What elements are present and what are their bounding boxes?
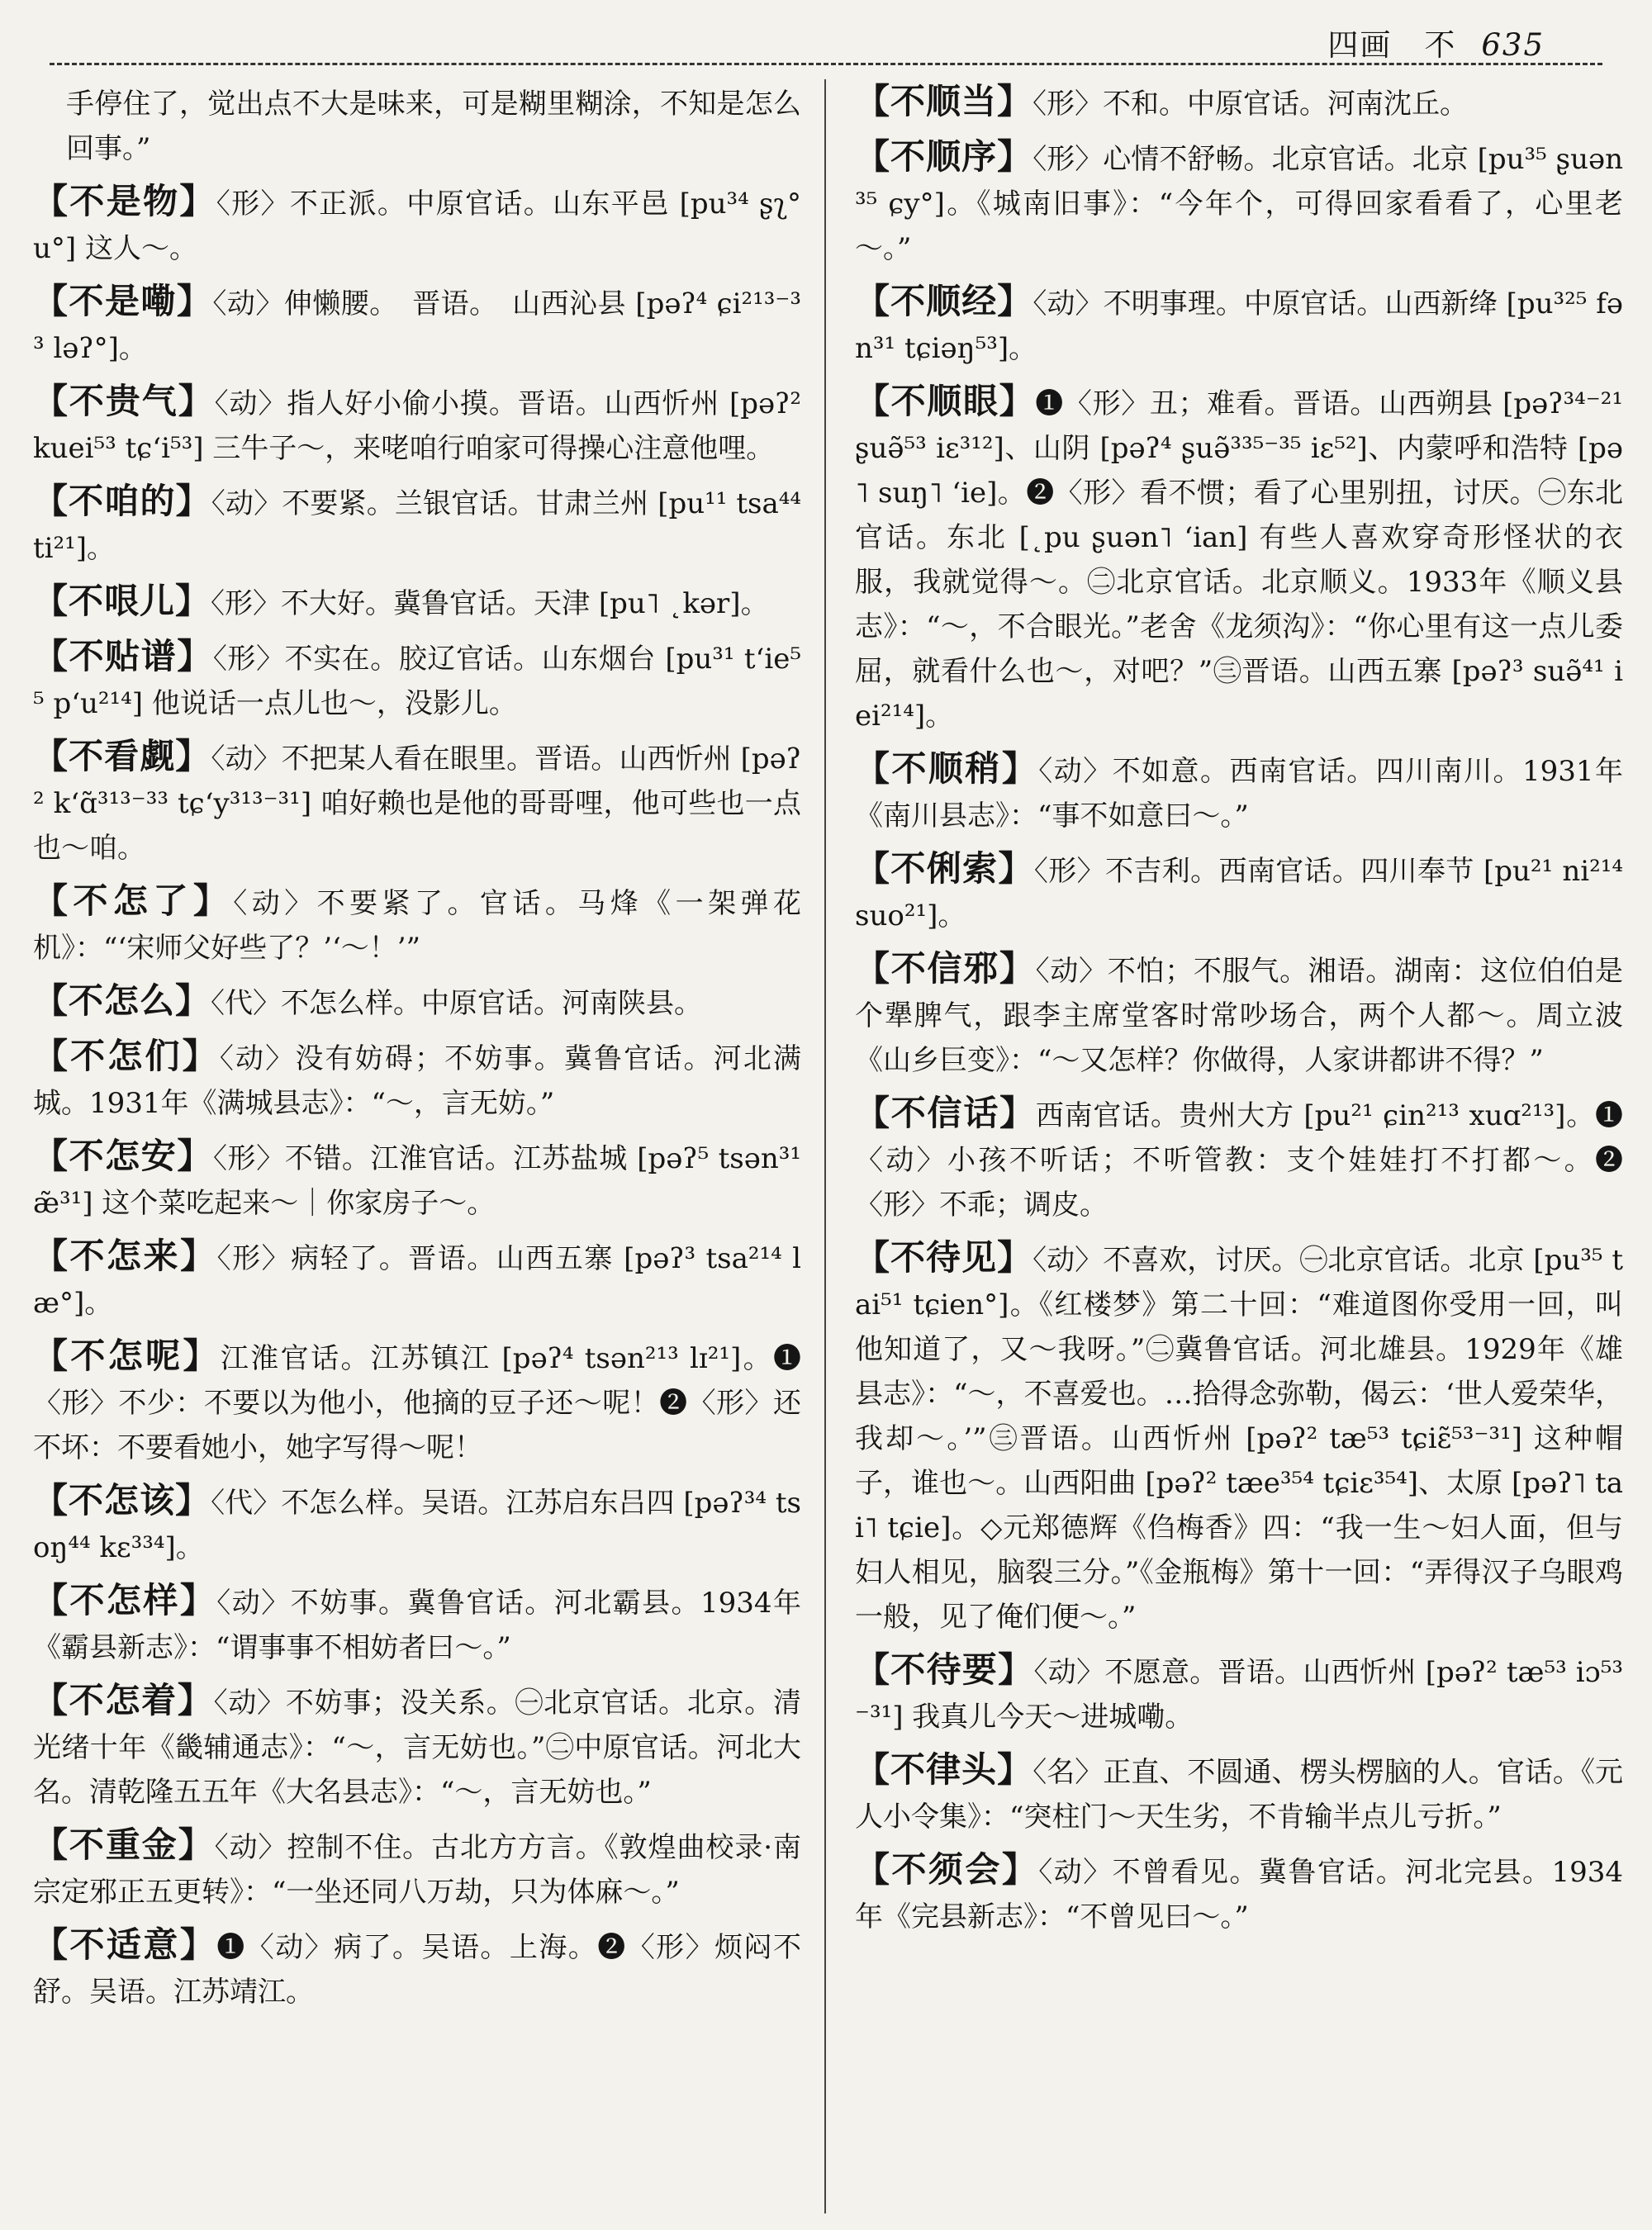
entry-definition: 〈形〉病轻了。晋语。山西五寨 [pəʔ³ tsa²¹⁴ læ°]。 [33, 1242, 801, 1320]
entry-headword: 【不贵气】 [33, 381, 215, 421]
entry-definition: ❶〈形〉丑；难看。晋语。山西朔县 [pəʔ³⁴⁻²¹ ʂuə̃⁵³ iɛ³¹²]、山阴 [pəʔ⁴ ʂuə̃³³⁵⁻³⁵ iɛ⁵²]、内蒙呼和浩特 [pə˥ suŋ˥ ʻie]。❷〈形〉看不惯；看了心里别扭，讨厌。㊀东北官话。东北 [˛pu ʂuən˥ ʻian] 有些人喜欢穿奇形怪状的衣服，我就觉得～。㊁北京官话。北京顺义。1933年《顺义县志》：“～，不合眼光。”老舍《龙须沟》：“你心里有这一点儿委屈，就看什么也～，对吧？”㊂晋语。山西五寨 [pəʔ³ suə̃⁴¹ iei²¹⁴]。 [855, 387, 1623, 733]
dictionary-entry [33, 1334, 801, 1470]
entry-definition: 〈形〉不错。江淮官话。江苏盐城 [pəʔ⁵ tsən³¹ æ̃³¹] 这个菜吃起来～｜你家房子～。 [33, 1142, 801, 1220]
dictionary-entry [33, 1034, 801, 1126]
entry-headword: 【不顺稍】 [855, 748, 1039, 789]
entry-definition: 〈形〉心情不舒畅。北京官话。北京 [pu³⁵ ʂuən³⁵ ɕy°]。《城南旧事》：“今年个，可得回家看看了，心里老～。” [855, 143, 1623, 265]
entry-definition: 〈形〉不大好。冀鲁官话。天津 [pu˥ ˛kər]。 [211, 587, 769, 620]
entry-definition: 〈动〉指人好小偷小摸。晋语。山西忻州 [pəʔ² kuei⁵³ tɕʻi⁵³] 三牛子～，来咾咱行咱家可得操心注意他哩。 [33, 387, 801, 465]
entry-headword: 【不怎们】 [33, 1036, 220, 1076]
dictionary-entry [33, 279, 801, 371]
left-column [33, 79, 801, 2213]
dictionary-entry [855, 847, 1623, 938]
entry-headword: 【不怎来】 [33, 1236, 217, 1276]
entry-headword: 【不待要】 [855, 1649, 1034, 1690]
dictionary-entry [855, 1848, 1623, 1939]
entry-definition: 〈代〉不怎么样。吴语。江苏启东吕四 [pəʔ³⁴ tsoŋ⁴⁴ kɛ³³⁴]。 [33, 1487, 801, 1564]
entry-definition: 〈动〉不把某人看在眼里。晋语。山西忻州 [pəʔ² kʻɑ̃³¹³⁻³³ tɕʻy³¹³⁻³¹] 咱好赖也是他的哥哥哩，他可些也一点也～咱。 [33, 743, 801, 865]
entry-headword: 【不是物】 [33, 181, 216, 221]
dictionary-entry [855, 1648, 1623, 1739]
entry-definition: 〈动〉不明事理。中原官话。山西新绛 [pu³²⁵ fən³¹ tɕiəŋ⁵³]。 [855, 287, 1623, 365]
dictionary-entry [33, 1678, 801, 1815]
entry-definition: 〈动〉不曾看见。冀鲁官话。河北完县。1934年《完县新志》：“不曾见曰～。” [855, 1856, 1623, 1933]
entry-definition: 〈动〉不要紧。兰银官话。甘肃兰州 [pu¹¹ tsa⁴⁴ ti²¹]。 [33, 487, 801, 565]
entry-headword: 【不律头】 [855, 1749, 1033, 1790]
entry-definition: 西南官话。贵州大方 [pu²¹ ɕin²¹³ xuɑ²¹³]。❶〈动〉小孩不听话；不听管教：支个娃娃打不打都～。❷〈形〉不乖；调皮。 [855, 1099, 1623, 1222]
entry-headword: 【不贴谱】 [33, 636, 213, 676]
entry-headword: 【不顺眼】 [855, 381, 1036, 421]
dictionary-entry [33, 479, 801, 571]
entry-headword: 【不顺序】 [855, 136, 1033, 177]
entry-definition: 〈代〉不怎么样。中原官话。河南陕县。 [211, 987, 703, 1020]
entry-definition: 〈动〉没有妨碍；不妨事。冀鲁官话。河北满城。1931年《满城县志》：“～，言无妨。” [33, 1042, 801, 1120]
header-rule [50, 63, 1602, 65]
section-title: 四画 不 [1327, 27, 1457, 63]
dictionary-entry [33, 1923, 801, 2014]
dictionary-entry [855, 279, 1623, 371]
page-header [50, 17, 1602, 66]
entry-definition: 〈形〉不实在。胶辽官话。山东烟台 [pu³¹ tʻie⁵⁵ pʻu²¹⁴] 他说话一点儿也～，没影儿。 [33, 643, 801, 720]
entry-headword: 【不是嘞】 [33, 281, 213, 321]
entry-headword: 【不信邪】 [855, 948, 1036, 989]
entry-definition: 〈名〉正直、不圆通、楞头楞脑的人。官话。《元人小令集》：“突柱门～天生劣，不肯输半点儿亏折。” [855, 1756, 1623, 1834]
entry-headword: 【不怎该】 [33, 1480, 211, 1521]
entry-definition: 〈动〉不怕；不服气。湘语。湖南：这位伯伯是个犟脾气，跟李主席堂客时常吵场合，两个人都～。周立波《山乡巨变》：“～又怎样？你做得，人家讲都讲不得？” [855, 955, 1623, 1077]
dictionary-entry [33, 734, 801, 871]
page-number: 635 [1481, 27, 1545, 63]
dictionary-entry [855, 1236, 1623, 1639]
entry-headword: 【不待见】 [855, 1237, 1033, 1278]
dictionary-entry [33, 1478, 801, 1570]
entry-headword: 【不俐索】 [855, 848, 1034, 889]
entry-definition: 〈形〉不和。中原官话。河南沈丘。 [1032, 88, 1469, 121]
entry-definition: ❶〈动〉病了。吴语。上海。❷〈形〉烦闷不舒。吴语。江苏靖江。 [33, 1931, 801, 2009]
dictionary-entry [855, 1091, 1623, 1227]
dictionary-entry [855, 379, 1623, 738]
entry-headword: 【不看觑】 [33, 736, 211, 776]
dictionary-entry [33, 634, 801, 726]
dictionary-entry [33, 579, 801, 626]
dictionary-entry [33, 1134, 801, 1226]
entry-headword: 【不哏儿】 [33, 581, 211, 621]
entry-definition: 〈动〉不喜欢，讨厌。㊀北京官话。北京 [pu³⁵ tai⁵¹ tɕien°]。《红楼梦》第二十回：“难道图你受用一回，叫他知道了，又～我呀。”㊁冀鲁官话。河北雄县。1929年《雄县志》：“～，不喜爱也。…拾得念弥勒，偈云：‘世人爱荣华，我却～。’”㊂晋语。山西忻州 [pəʔ² tæ⁵³ tɕiɛ̃⁵³⁻³¹] 这种帽子，谁也～。山西阳曲 [pəʔ² tæe³⁵⁴ tɕiɛ³⁵⁴]、太原 [pəʔ˥ tai˥ tɕie]。◇元郑德辉《㑇梅香》四：“我一生～妇人面，但与妇人相见，脑裂三分。”《金瓶梅》第十一回：“弄得汉子乌眼鸡一般，见了俺们便～。” [855, 1244, 1623, 1634]
dictionary-entry [33, 979, 801, 1026]
entry-definition: 〈形〉不正派。中原官话。山东平邑 [pu³⁴ ʂʅ° u°] 这人～。 [33, 187, 801, 265]
entry-definition: 手停住了，觉出点不大是味来，可是糊里糊涂，不知是怎么回事。” [66, 88, 801, 165]
entry-definition: 〈形〉不吉利。西南官话。四川奉节 [pu²¹ ni²¹⁴ suo²¹]。 [855, 855, 1623, 932]
dictionary-entry [855, 79, 1623, 126]
entry-definition: 〈动〉控制不住。古北方方言。《敦煌曲校录·南宗定邪正五更转》：“一坐还同八万劫，只为体麻～。” [33, 1831, 801, 1909]
entry-definition: 〈动〉伸懒腰。 晋语。 山西沁县 [pəʔ⁴ ɕi²¹³⁻³³ ləʔ°]。 [33, 287, 801, 365]
entry-definition: 江淮官话。江苏镇江 [pəʔ⁴ tsən²¹³ lɪ²¹]。❶〈形〉不少：不要以为他小，他摘的豆子还～呢！❷〈形〉还不坏：不要看她小，她字写得～呢！ [33, 1342, 801, 1464]
dictionary-entry [855, 1748, 1623, 1839]
entry-headword: 【不怎了】 [33, 880, 234, 921]
dictionary-entry [33, 379, 801, 471]
dictionary-entry [855, 135, 1623, 271]
running-head [1327, 20, 1545, 64]
entry-definition: 〈动〉不要紧了。官话。马烽《一架弹花机》：“‘宋师父好些了？’‘～！’” [33, 887, 801, 965]
dictionary-entry [33, 1578, 801, 1670]
entry-headword: 【不怎安】 [33, 1136, 213, 1176]
entry-headword: 【不须会】 [855, 1849, 1039, 1890]
entry-headword: 【不重金】 [33, 1824, 215, 1865]
dictionary-entry [855, 747, 1623, 838]
dictionary-entry [33, 1823, 801, 1914]
entry-headword: 【不信话】 [855, 1093, 1036, 1133]
entry-headword: 【不适意】 [33, 1924, 217, 1965]
right-column [855, 79, 1623, 2213]
entry-headword: 【不怎着】 [33, 1680, 214, 1720]
entry-definition: 〈动〉不如意。西南官话。四川南川。1931年《南川县志》：“事不如意曰～。” [855, 755, 1623, 833]
dictionary-entry [33, 79, 801, 171]
dictionary-entry [855, 947, 1623, 1083]
dictionary-entry [33, 1234, 801, 1326]
column-divider [824, 79, 826, 2213]
entry-headword: 【不怎样】 [33, 1580, 217, 1620]
entry-definition: 〈动〉不愿意。晋语。山西忻州 [pəʔ² tæ⁵³ iɔ⁵³⁻³¹] 我真儿今天～进城嘞。 [855, 1656, 1623, 1734]
entry-definition: 〈动〉不妨事；没关系。㊀北京官话。北京。清光绪十年《畿辅通志》：“～，言无妨也。”㊁中原官话。河北大名。清乾隆五五年《大名县志》：“～，言无妨也。” [33, 1687, 801, 1809]
entry-headword: 【不咱的】 [33, 481, 211, 521]
entry-headword: 【不顺当】 [855, 81, 1033, 121]
entry-headword: 【不顺经】 [855, 281, 1033, 321]
entry-definition: 〈动〉不妨事。冀鲁官话。河北霸县。1934年《霸县新志》：“谓事事不相妨者曰～。” [33, 1587, 801, 1664]
entry-headword: 【不怎呢】 [33, 1336, 221, 1376]
dictionary-entry [33, 879, 801, 970]
entry-headword: 【不怎么】 [33, 980, 211, 1021]
dictionary-entry [33, 179, 801, 271]
